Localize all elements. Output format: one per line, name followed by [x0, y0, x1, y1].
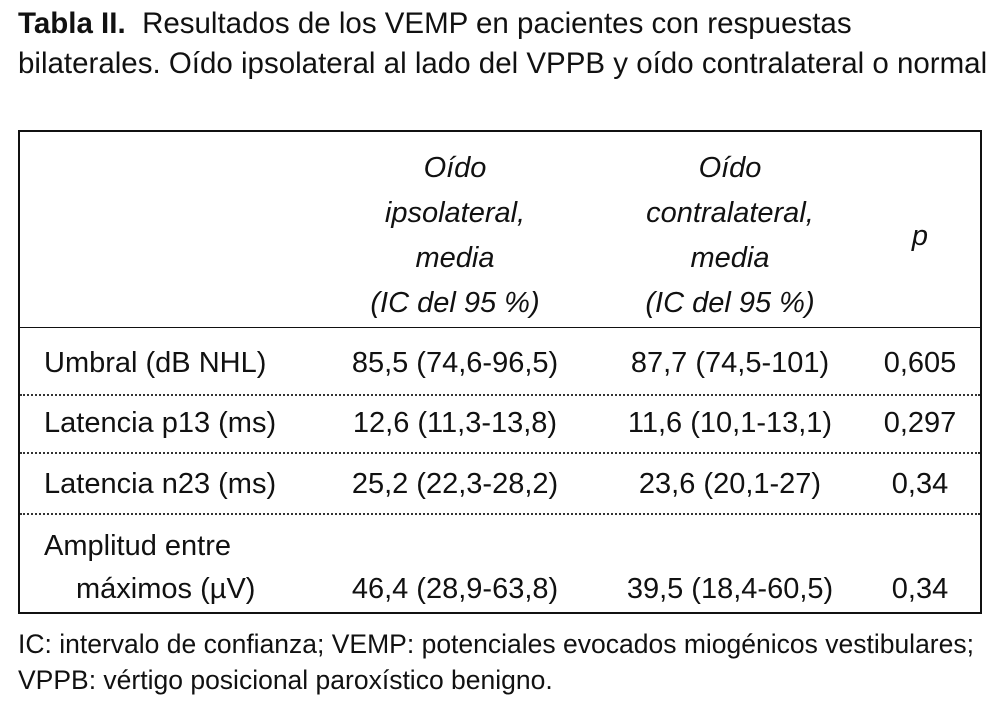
row-contralateral-value: 23,6 (20,1-27) [638, 468, 822, 500]
header-ipsolateral-line: media [415, 242, 495, 274]
row-contralateral-value: 87,7 (74,5-101) [630, 347, 830, 379]
row-divider [20, 394, 980, 396]
row-divider [20, 452, 980, 454]
header-p-value [860, 214, 980, 259]
row-ipsolateral-value: 12,6 (11,3-13,8) [352, 407, 558, 439]
header-contralateral-line: Oído [698, 152, 762, 184]
row-divider [20, 513, 980, 515]
header-ipsolateral [320, 146, 590, 326]
row-p-value: 0,34 [891, 468, 949, 500]
header-divider [20, 327, 980, 328]
header-contralateral [600, 146, 860, 326]
table-caption-label: Tabla II. [18, 7, 126, 40]
header-ipsolateral-line: Oído [423, 152, 487, 184]
row-ipsolateral-value: 46,4 (28,9-63,8) [351, 573, 559, 605]
row-label-line1: Amplitud entre [44, 530, 231, 562]
row-label: Latencia p13 (ms) [44, 407, 277, 439]
row-contralateral-value: 39,5 (18,4-60,5) [626, 573, 834, 605]
results-table [18, 130, 982, 614]
table-caption-text: Resultados de los VEMP en pacientes con respuestas bilaterales. Oído ipsolateral al lado del VPPB y oído contralateral o normal [18, 7, 988, 80]
row-contralateral-value: 11,6 (10,1-13,1) [627, 407, 833, 439]
row-label: Umbral (dB NHL) [44, 347, 267, 379]
header-contralateral-line: contralateral, [646, 197, 814, 229]
header-contralateral-line: (IC del 95 %) [645, 287, 815, 319]
header-contralateral-line: media [690, 242, 770, 274]
row-ipsolateral-value: 25,2 (22,3-28,2) [351, 468, 559, 500]
row-p-value: 0,605 [883, 347, 957, 379]
table-footnote: IC: intervalo de confianza; VEMP: potenciales evocados miogénicos vestibulares; VPPB: vértigo posicional paroxístico benigno. [18, 629, 974, 695]
header-ipsolateral-line: ipsolateral, [384, 197, 526, 229]
row-p-value: 0,297 [883, 407, 957, 439]
row-label: Latencia n23 (ms) [44, 468, 277, 500]
table-caption [18, 4, 988, 84]
header-p-label: p [911, 220, 929, 252]
row-p-value: 0,34 [891, 573, 949, 605]
row-ipsolateral-value: 85,5 (74,6-96,5) [351, 347, 559, 379]
row-label-line2: máximos (µV) [76, 573, 256, 605]
header-ipsolateral-line: (IC del 95 %) [370, 287, 540, 319]
